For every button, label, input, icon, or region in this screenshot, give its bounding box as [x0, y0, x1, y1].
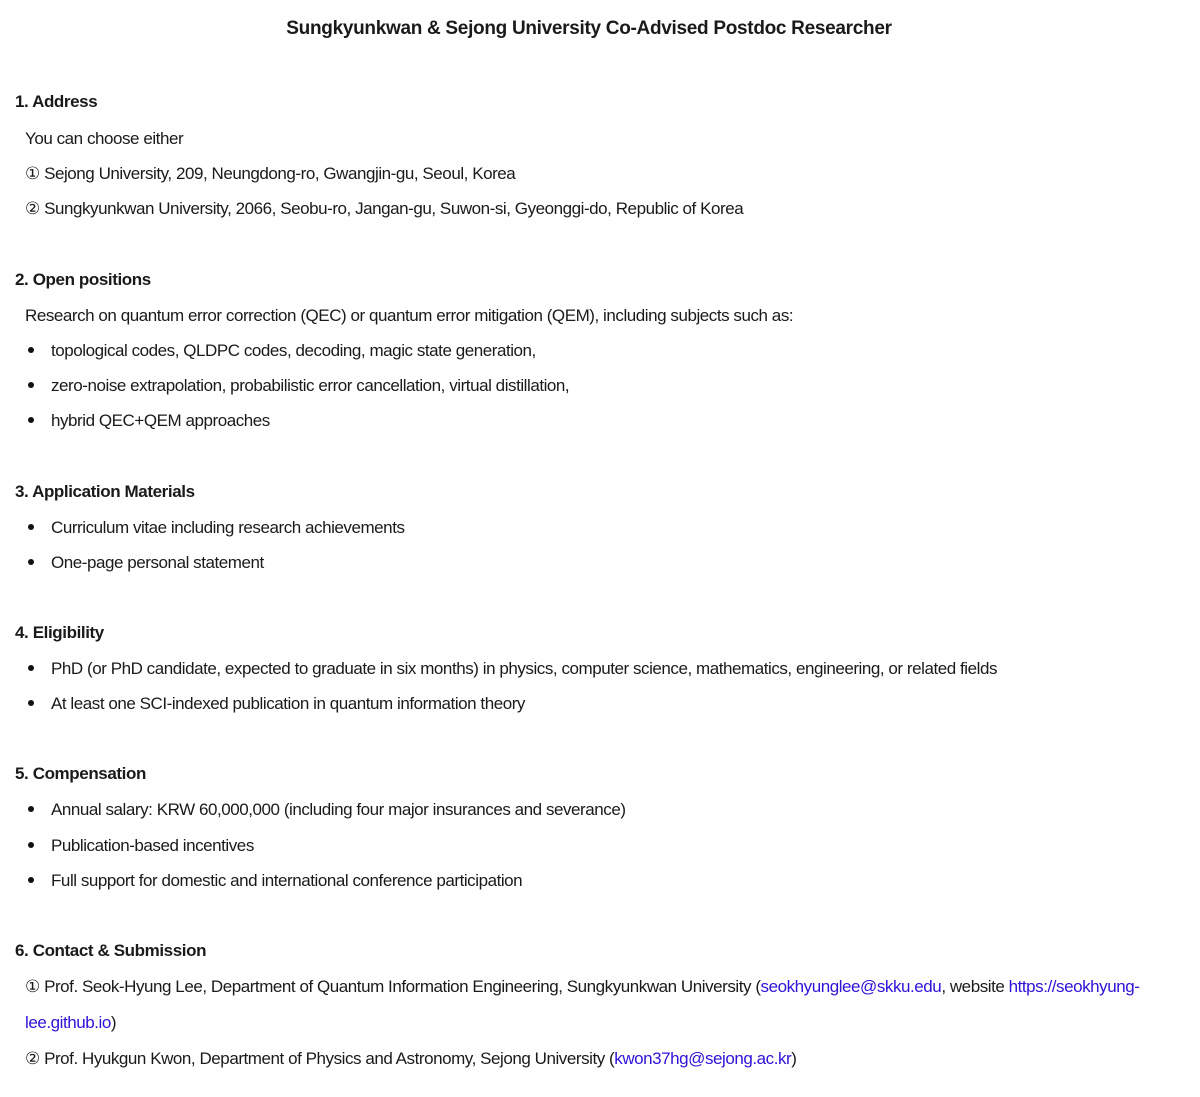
- email-link-kwon[interactable]: kwon37hg@sejong.ac.kr: [614, 1049, 792, 1068]
- section-heading-contact: 6. Contact & Submission: [15, 941, 207, 960]
- page-title: Sungkyunkwan & Sejong University Co-Advised Postdoc Researcher: [286, 18, 892, 39]
- contact-lee-text: ① Prof. Seok-Hyung Lee, Department of Quantum Information Engineering, Sungkyunkwan University (: [25, 977, 761, 996]
- bullet-icon: [28, 877, 34, 883]
- list-item-text: At least one SCI-indexed publication in quantum information theory: [51, 694, 525, 713]
- list-item: [28, 694, 525, 714]
- list-item-text: Curriculum vitae including research achievements: [51, 518, 405, 537]
- list-item-text: Annual salary: KRW 60,000,000 (including four major insurances and severance): [51, 800, 626, 819]
- list-item-text: hybrid QEC+QEM approaches: [51, 411, 270, 430]
- section-heading-address: 1. Address: [15, 92, 98, 111]
- bullet-icon: [28, 842, 34, 848]
- section-heading-compensation: 5. Compensation: [15, 764, 146, 783]
- contact-lee-suffix: ): [110, 1013, 117, 1032]
- list-item: [28, 518, 405, 538]
- section-heading-eligibility: 4. Eligibility: [15, 623, 104, 642]
- list-item-text: zero-noise extrapolation, probabilistic error cancellation, virtual distillation,: [51, 376, 570, 395]
- list-item: [28, 376, 569, 396]
- list-item: [28, 871, 522, 891]
- section-heading-materials: 3. Application Materials: [15, 482, 195, 501]
- address-intro: You can choose either: [25, 129, 184, 148]
- address-option-sungkyunkwan: ② Sungkyunkwan University, 2066, Seobu-ro, Jangan-gu, Suwon-si, Gyeonggi-do, Republic of Korea: [25, 199, 744, 218]
- address-option-sejong: ① Sejong University, 209, Neungdong-ro, Gwangjin-gu, Seoul, Korea: [25, 164, 516, 183]
- list-item-text: One-page personal statement: [51, 553, 264, 572]
- bullet-icon: [28, 417, 34, 423]
- list-item-text: topological codes, QLDPC codes, decoding, magic state generation,: [51, 341, 536, 360]
- bullet-icon: [28, 665, 34, 671]
- contact-lee-middle: , website: [941, 977, 1009, 996]
- contact-lee: [25, 969, 1165, 1041]
- contact-kwon: [25, 1049, 796, 1069]
- bullet-icon: [28, 559, 34, 565]
- list-item-text: PhD (or PhD candidate, expected to graduate in six months) in physics, computer science, mathematics, engineering, or related fields: [51, 659, 997, 678]
- bullet-icon: [28, 524, 34, 530]
- list-item: [28, 411, 270, 431]
- bullet-icon: [28, 382, 34, 388]
- positions-intro: Research on quantum error correction (QEC) or quantum error mitigation (QEM), including subjects such as:: [25, 306, 794, 325]
- list-item: [28, 553, 264, 573]
- list-item: [28, 659, 997, 679]
- list-item-text: Full support for domestic and international conference participation: [51, 871, 523, 890]
- contact-kwon-suffix: ): [791, 1049, 797, 1068]
- list-item-text: Publication-based incentives: [51, 836, 254, 855]
- bullet-icon: [28, 806, 34, 812]
- bullet-icon: [28, 700, 34, 706]
- bullet-icon: [28, 347, 34, 353]
- list-item: [28, 341, 536, 361]
- list-item: [28, 800, 626, 820]
- contact-kwon-text: ② Prof. Hyukgun Kwon, Department of Physics and Astronomy, Sejong University (: [25, 1049, 615, 1068]
- section-heading-positions: 2. Open positions: [15, 270, 151, 289]
- website-link-lee[interactable]: https://seokhyung-lee.github.io: [25, 977, 1140, 1032]
- email-link-lee[interactable]: seokhyunglee@skku.edu: [760, 977, 942, 996]
- list-item: [28, 836, 254, 856]
